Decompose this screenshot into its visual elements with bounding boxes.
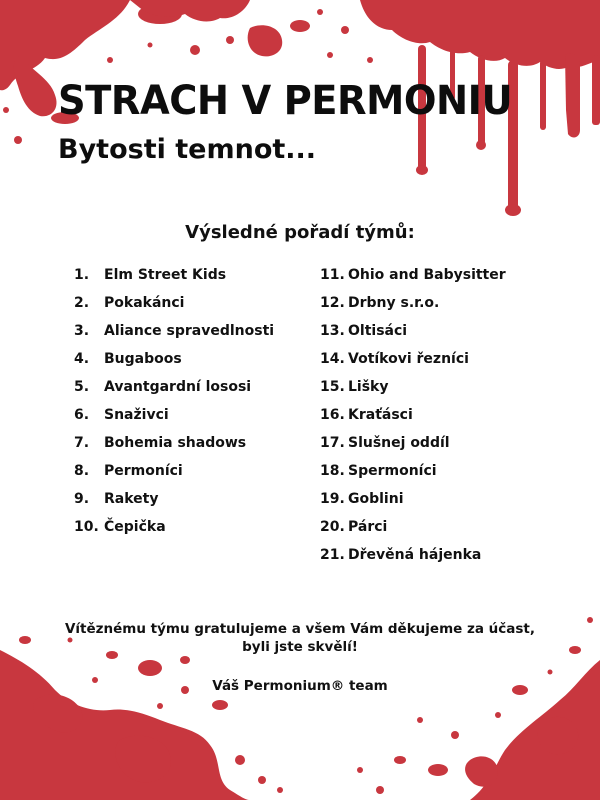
thanks-message-continued: byli jste skvělí! [242, 639, 358, 655]
list-item [74, 432, 274, 460]
list-item [320, 460, 506, 488]
rank-number: 9. [74, 491, 90, 507]
rank-number: 18. [320, 463, 345, 479]
list-item [74, 516, 274, 544]
team-name: Kraťásci [348, 407, 413, 423]
rank-number: 8. [74, 463, 90, 479]
list-item [74, 488, 274, 516]
list-item [74, 404, 274, 432]
rank-number: 6. [74, 407, 90, 423]
team-name: Rakety [104, 491, 159, 507]
rank-number: 17. [320, 435, 345, 451]
list-item [320, 488, 506, 516]
results-list-right [320, 264, 506, 572]
team-name: Goblini [348, 491, 404, 507]
team-name: Bohemia shadows [104, 435, 247, 451]
team-name: Párci [348, 519, 388, 535]
list-item [320, 432, 506, 460]
team-name: Dřevěná hájenka [348, 547, 482, 563]
list-item [320, 544, 506, 572]
list-item [74, 376, 274, 404]
team-name: Lišky [348, 379, 389, 395]
list-item [320, 516, 506, 544]
rank-number: 7. [74, 435, 90, 451]
thanks-message: Vítěznému týmu gratulujeme a všem Vám děkujeme za účast, [64, 621, 536, 637]
team-name: Bugaboos [104, 351, 182, 367]
rank-number: 13. [320, 323, 345, 339]
results-heading: Výsledné pořadí týmů: [185, 222, 415, 243]
team-name: Avantgardní lososi [104, 379, 252, 395]
rank-number: 10. [74, 519, 99, 535]
results-list-left [74, 264, 274, 544]
list-item [74, 292, 274, 320]
list-item [320, 348, 506, 376]
rank-number: 16. [320, 407, 345, 423]
page-title: STRACH V PERMONIU [58, 78, 513, 124]
list-item [320, 404, 506, 432]
team-name: Ohio and Babysitter [348, 267, 506, 283]
team-name: Spermoníci [348, 463, 437, 479]
team-name: Čepička [104, 519, 166, 535]
team-name: Votíkovi řezníci [348, 351, 469, 367]
team-name: Oltisáci [348, 323, 408, 339]
rank-number: 11. [320, 267, 345, 283]
signature: Váš Permonium® team [212, 678, 388, 694]
team-name: Aliance spravedlnosti [104, 323, 275, 339]
rank-number: 2. [74, 295, 90, 311]
list-item [320, 292, 506, 320]
list-item [74, 264, 274, 292]
rank-number: 21. [320, 547, 345, 563]
rank-number: 15. [320, 379, 345, 395]
team-name: Permoníci [104, 463, 183, 479]
rank-number: 4. [74, 351, 90, 367]
list-item [320, 376, 506, 404]
rank-number: 1. [74, 267, 90, 283]
list-item [320, 320, 506, 348]
rank-number: 19. [320, 491, 345, 507]
team-name: Slušnej oddíl [348, 435, 450, 451]
rank-number: 12. [320, 295, 345, 311]
team-name: Drbny s.r.o. [348, 295, 440, 311]
team-name: Snaživci [104, 407, 169, 423]
rank-number: 5. [74, 379, 90, 395]
list-item [74, 320, 274, 348]
list-item [320, 264, 506, 292]
rank-number: 14. [320, 351, 345, 367]
list-item [74, 460, 274, 488]
team-name: Pokakánci [104, 295, 185, 311]
rank-number: 20. [320, 519, 345, 535]
list-item [74, 348, 274, 376]
page-subtitle: Bytosti temnot... [58, 134, 317, 165]
rank-number: 3. [74, 323, 90, 339]
team-name: Elm Street Kids [104, 267, 227, 283]
